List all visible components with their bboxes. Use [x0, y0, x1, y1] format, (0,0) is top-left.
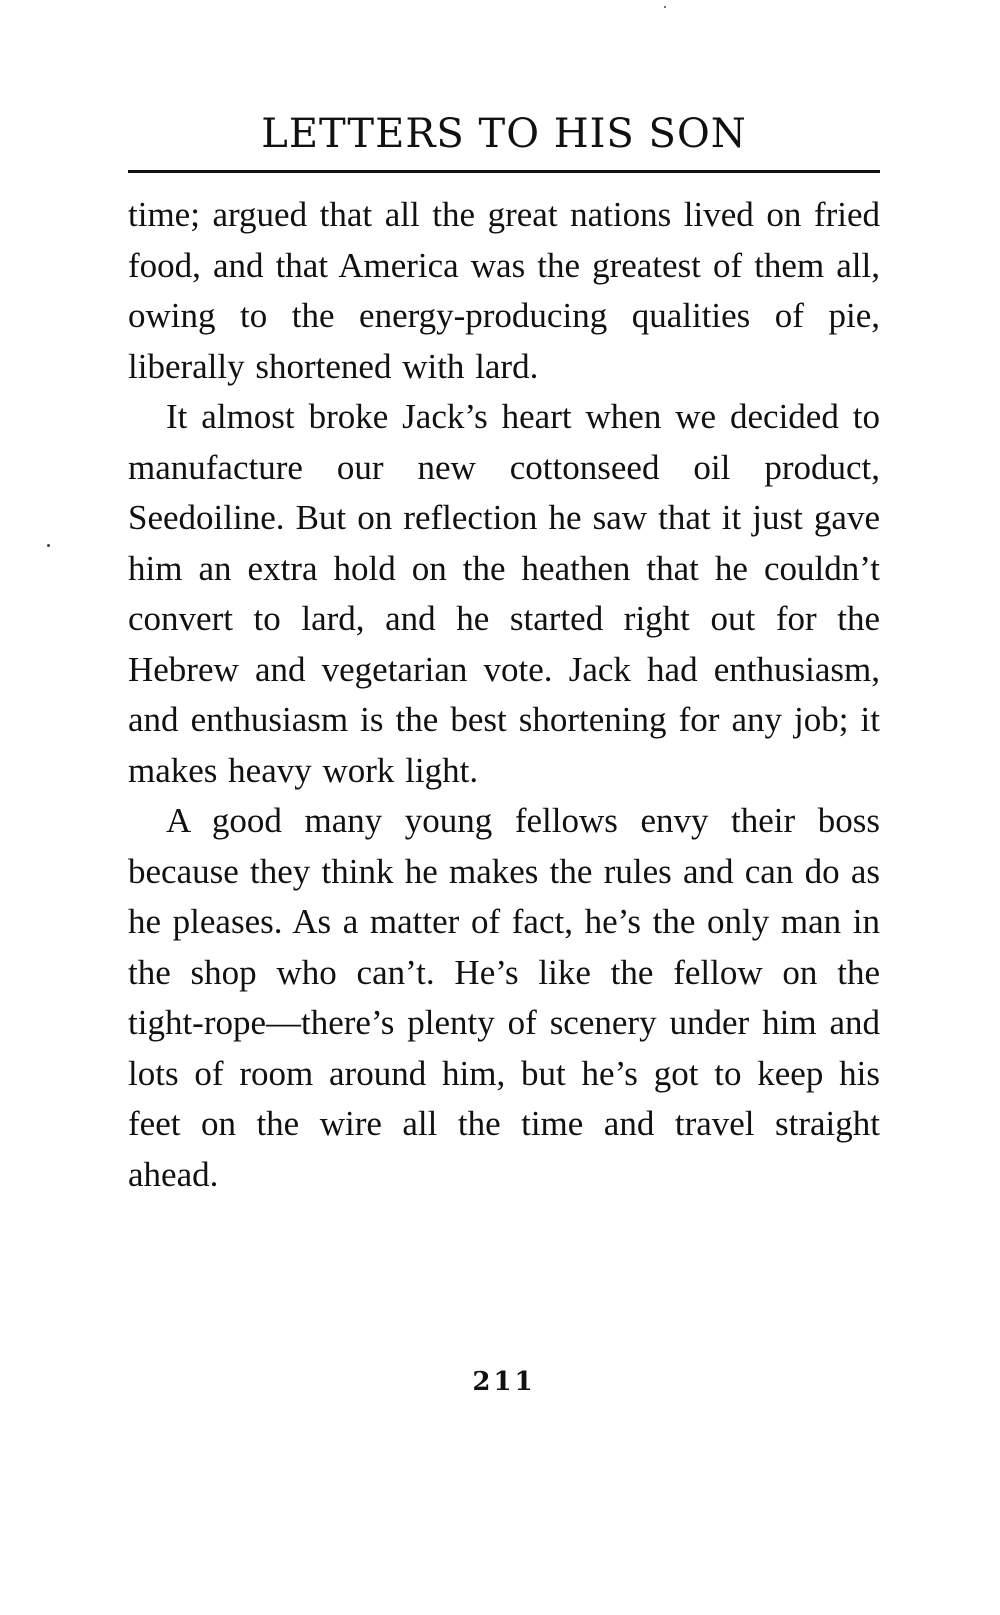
body-text — [128, 190, 880, 1200]
page-number: 211 — [472, 1367, 536, 1397]
print-speck — [664, 6, 666, 8]
header-rule — [128, 170, 880, 173]
running-head-title: LETTERS TO HIS SON — [261, 111, 747, 157]
print-speck — [47, 544, 50, 547]
paragraph-boss-tightrope: A good many young fellows envy their boss because they think he makes the rules and can do as he pleases. As a matter of fact, he’s the only man in the shop who can’t. He’s like the fellow on the tight-rope—there’s plenty of scenery under him and lots of room around him, but he’s got to keep his feet on the wire all the time and travel straight ahead. — [128, 801, 880, 1194]
paragraph-continued: time; argued that all the great nations lived on fried food, and that America was the greatest of them all, owing to the energy-producing qualities of pie, liberally shortened with lard. — [128, 195, 880, 386]
paragraph-jack-enthusiasm: It almost broke Jack’s heart when we decided to manufacture our new cottonseed oil product, Seedoiline. But on reflection he saw that it just gave him an extra hold on the heathen that he couldn’t convert to lard, and he started right out for the Hebrew and vegetarian vote. Jack had enthusiasm, and enthusiasm is the best shortening for any job; it makes heavy work light. — [128, 397, 880, 790]
